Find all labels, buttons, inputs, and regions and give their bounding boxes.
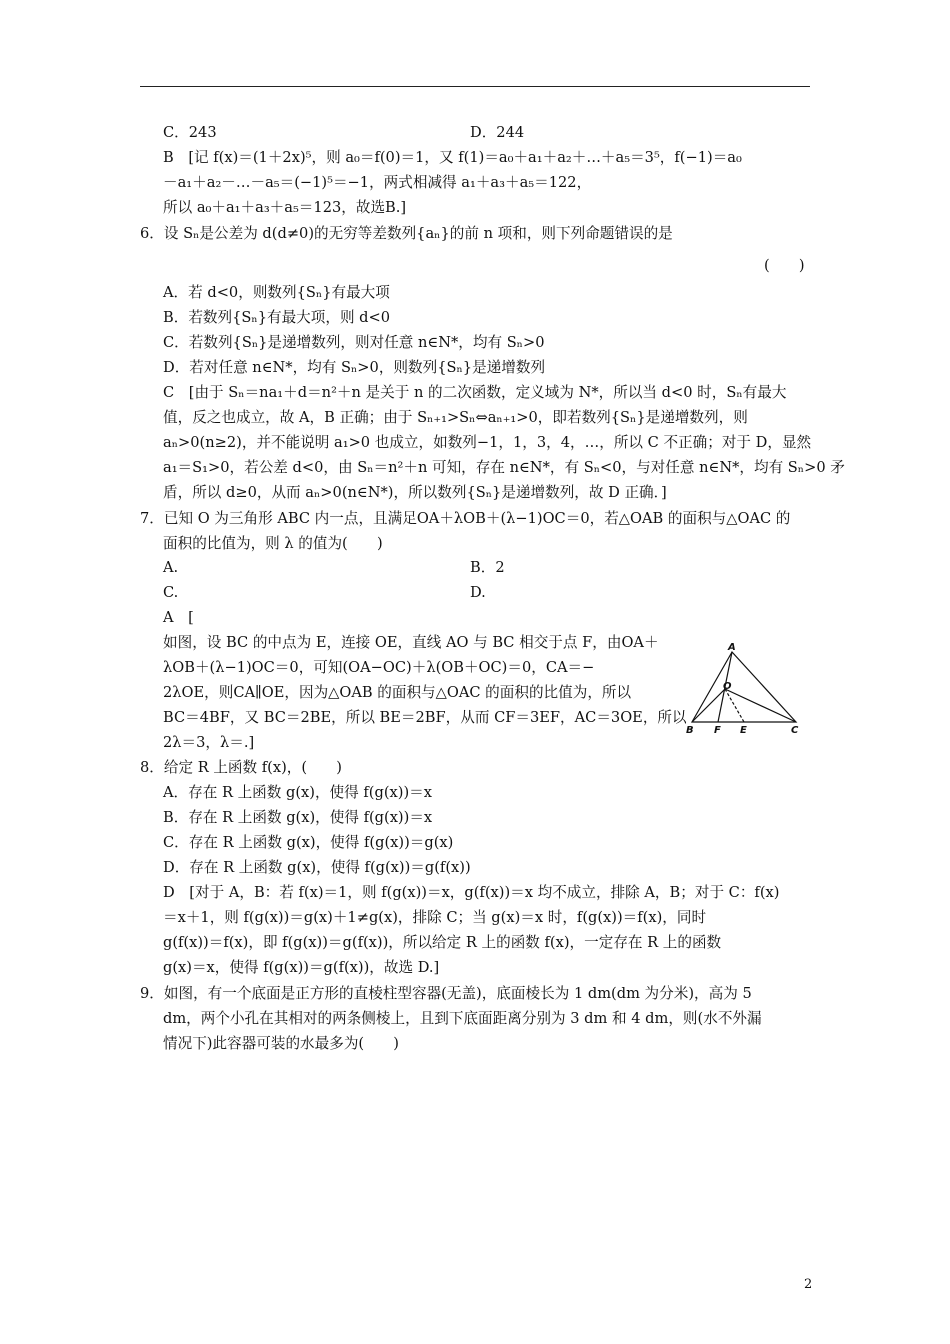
text-line-q5-opt-d: D．244: [470, 124, 525, 141]
text-line-q6-ans-2: 值，反之也成立，故 A，B 正确；由于 Sₙ₊₁>Sₙ⇔aₙ₊₁>0，即若数列{Sₙ}是递增数列，则: [163, 409, 748, 426]
text-line-q8-ans-1: D [对于 A，B：若 f(x)＝1，则 f(g(x))＝x，g(f(x))＝x 均不成立，排除 A，B；对于 C：f(x): [163, 884, 780, 901]
text-line-q9-stem-2: dm，两个小孔在其相对的两条侧棱上，且到下底面距离分别为 3 dm 和 4 dm，则(水不外漏: [163, 1010, 762, 1027]
text-line-q7-opt-d: D.: [470, 584, 486, 601]
label-b: B: [686, 725, 694, 734]
text-line-q6-opt-a: A．若 d<0，则数列{Sₙ}有最大项: [163, 284, 390, 301]
page-number: 2: [804, 1277, 813, 1292]
text-line-q8-opt-d: D．存在 R 上函数 g(x)，使得 f(g(x))＝g(f(x)): [163, 859, 471, 876]
text-line-q6-opt-c: C．若数列{Sₙ}是递增数列，则对任意 n∈N*，均有 Sₙ>0: [163, 334, 545, 351]
text-line-q6-paren: ( ): [764, 257, 805, 274]
text-line-q7-ans-2: 如图，设 BC 的中点为 E，连接 OE，直线 AO 与 BC 相交于点 F，由OA＋: [163, 634, 659, 651]
text-line-q8-opt-a: A．存在 R 上函数 g(x)，使得 f(g(x))＝x: [163, 784, 432, 801]
text-line-q7-stem-2: 面积的比值为，则 λ 的值为( ): [163, 535, 383, 552]
text-line-q7-ans-5: BC＝4BF，又 BC＝2BE，所以 BE＝2BF，从而 CF＝3EF，AC＝3OE，所以: [163, 709, 687, 726]
text-line-q6-opt-b: B．若数列{Sₙ}有最大项，则 d<0: [163, 309, 391, 326]
text-line-q7-ans-3: λOB＋(λ−1)OC＝0，可知(OA−OC)＋λ(OB＋OC)＝0，CA＝−: [163, 659, 595, 676]
triangle-abc: [692, 652, 796, 722]
text-line-q8-ans-2: ＝x＋1，则 f(g(x))＝g(x)＋1≠g(x)，排除 C；当 g(x)＝x 时，f(g(x))＝f(x)，同时: [163, 909, 707, 926]
text-line-q7-ans-1: A [: [163, 609, 194, 626]
text-line-q6-ans-4: a₁＝S₁>0，若公差 d<0，由 Sₙ＝n²＋n 可知，存在 n∈N*，有 Sₙ<0，与对任意 n∈N*，均有 Sₙ>0 矛: [163, 459, 845, 476]
line-oc: [725, 689, 796, 722]
label-a: A: [728, 642, 736, 653]
text-line-q8-opt-b: B．存在 R 上函数 g(x)，使得 f(g(x))＝x: [163, 809, 433, 826]
text-line-q7-opt-c: C.: [163, 584, 179, 601]
text-line-q8-stem: 8．给定 R 上函数 f(x)，( ): [140, 759, 342, 776]
text-line-q7-opt-b: B．2: [470, 559, 505, 576]
triangle-figure: [684, 642, 810, 734]
text-line-q9-stem-3: 情况下)此容器可装的水最多为( ): [163, 1035, 399, 1052]
text-line-q5-ans-3: 所以 a₀＋a₁＋a₃＋a₅＝123，故选B.]: [163, 199, 407, 216]
text-line-q7-ans-4: 2λOE，则CA∥OE，因为△OAB 的面积与△OAC 的面积的比值为，所以: [163, 684, 632, 701]
text-line-q6-opt-d: D．若对任意 n∈N*，均有 Sₙ>0，则数列{Sₙ}是递增数列: [163, 359, 546, 376]
text-line-q5-opt-c: C．243: [163, 124, 217, 141]
text-line-q8-ans-3: g(f(x))＝f(x)，即 f(g(x))＝g(f(x))，所以给定 R 上的函数 f(x)，一定存在 R 上的函数: [163, 934, 722, 951]
text-line-q5-ans-2: －a₁＋a₂－…－a₅＝(−1)⁵＝−1，两式相减得 a₁＋a₃＋a₅＝122，: [163, 174, 592, 191]
label-e: E: [740, 725, 747, 734]
text-line-q5-ans-1: B [记 f(x)＝(1＋2x)⁵，则 a₀＝f(0)＝1，又 f(1)＝a₀＋a₁＋a₂＋…＋a₅＝3⁵，f(−1)＝a₀: [163, 149, 742, 166]
text-line-q6-ans-3: aₙ>0(n≥2)，并不能说明 a₁>0 也成立，如数列−1，1，3，4，…，所以 C 不正确；对于 D，显然: [163, 434, 812, 451]
text-line-q7-ans-6: 2λ＝3，λ＝.]: [163, 734, 255, 751]
header-rule: [140, 86, 810, 87]
label-f: F: [714, 725, 721, 734]
label-c: C: [791, 725, 799, 734]
text-line-q8-opt-c: C．存在 R 上函数 g(x)，使得 f(g(x))＝g(x): [163, 834, 454, 851]
text-line-q8-ans-4: g(x)＝x，使得 f(g(x))＝g(f(x))，故选 D.]: [163, 959, 440, 976]
text-line-q6-stem: 6．设 Sₙ是公差为 d(d≠0)的无穷等差数列{aₙ}的前 n 项和，则下列命题错误的是: [140, 225, 673, 242]
text-line-q6-ans-5: 盾，所以 d≥0，从而 aₙ>0(n∈N*)，所以数列{Sₙ}是递增数列，故 D 正确．]: [163, 484, 667, 501]
text-line-q7-opt-a: A.: [163, 559, 179, 576]
label-o: O: [723, 681, 732, 692]
text-line-q7-stem-1: 7．已知 O 为三角形 ABC 内一点，且满足OA＋λOB＋(λ−1)OC＝0，若△OAB 的面积与△OAC 的: [140, 510, 791, 527]
text-line-q6-ans-1: C [由于 Sₙ＝na₁＋d＝n²＋n 是关于 n 的二次函数，定义域为 N*，所以当 d<0 时，Sₙ有最大: [163, 384, 787, 401]
text-line-q9-stem-1: 9．如图，有一个底面是正方形的直棱柱型容器(无盖)，底面棱长为 1 dm(dm 为分米)，高为 5: [140, 985, 752, 1002]
